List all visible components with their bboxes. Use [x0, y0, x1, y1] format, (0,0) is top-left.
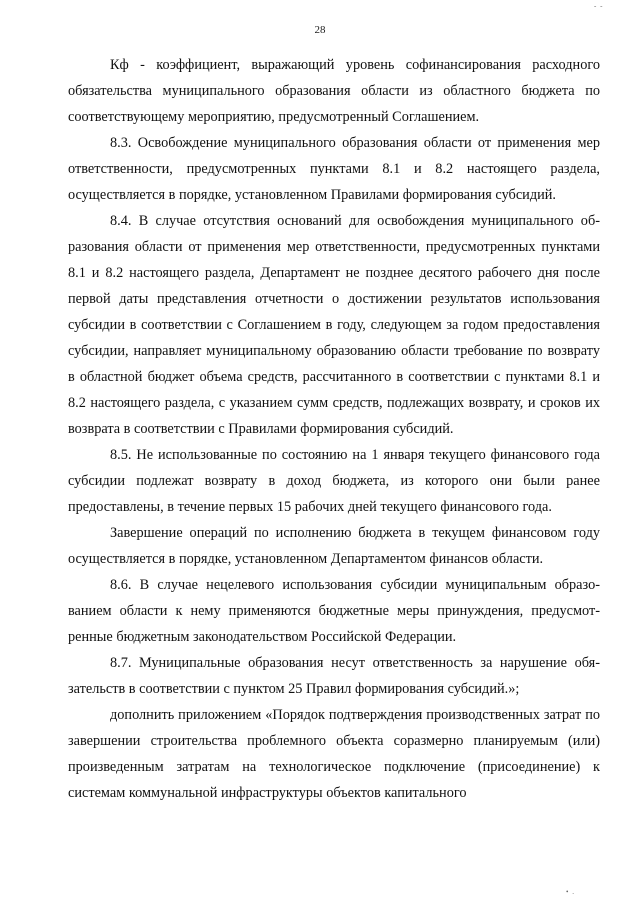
paragraph-8-3: 8.3. Освобождение муниципального образования области от применения мер ответственности, предусмотренных пунктами 8.1 и 8.2 настоящего раздела, осуществляется в порядке, установленном Правилами формирования субсидий.: [68, 135, 600, 203]
paragraph-appendix-addition: дополнить приложением «Порядок подтверждения производственных затрат по завершении строительства проблемного объекта соразмерно планируемым (или) произведенным затратам на технологическое подключение (присоединение) к системам коммунальной инфраструктуры объектов капитального: [68, 707, 600, 801]
paragraph-kf-definition: Кф - коэффициент, выражающий уровень софинансирования расходного обязательства муниципального образования области из областного бюджета по соответствующему мероприятию, предусмотренный Соглашением.: [68, 57, 600, 125]
document-body: [68, 52, 600, 806]
paragraph-budget-completion: Завершение операций по исполнению бюджета в текущем финансовом году осуществляется в порядке, установленном Департаментом финансов области.: [68, 525, 600, 567]
scan-mark-top: - -: [594, 2, 604, 10]
paragraph-8-4: 8.4. В случае отсутствия оснований для освобождения муниципального образования области от применения мер ответственности, предусмотренных пунктами 8.1 и 8.2 настоящего раздела, Департамент не позднее десятого рабочего дня после первой даты представления отчетности о достижении результатов использования субсидии в соответствии с Соглашением в году, следующем за годом предоставления субсидии, направляет муниципальному образованию области требование по возврату в областной бюджет объема средств, рассчитанного в соответствии с пунктами 8.1 и 8.2 настоящего раздела, с указанием сумм средств, подлежащих возврату, и сроков их возврата в соответствии с Правилами формирования субсидий.: [68, 213, 600, 437]
page-number: 28: [314, 24, 326, 36]
paragraph-8-5: 8.5. Не использованные по состоянию на 1 января текущего финансового года субсидии подлежат возврату в доход бюджета, из которого они были ранее предоставлены, в течение первых 15 рабочих дней текущего финансового года.: [68, 447, 600, 515]
paragraph-8-7: 8.7. Муниципальные образования несут ответственность за нарушение обязательств в соответствии с пунктом 25 Правил формирования субсидий.»;: [68, 655, 600, 697]
scan-mark-bottom: • .: [566, 888, 575, 896]
paragraph-8-6: 8.6. В случае нецелевого использования субсидии муниципальным образованием области к нему применяются бюджетные меры принуждения, предусмотренные бюджетным законодательством Российской Федерации.: [68, 577, 600, 645]
